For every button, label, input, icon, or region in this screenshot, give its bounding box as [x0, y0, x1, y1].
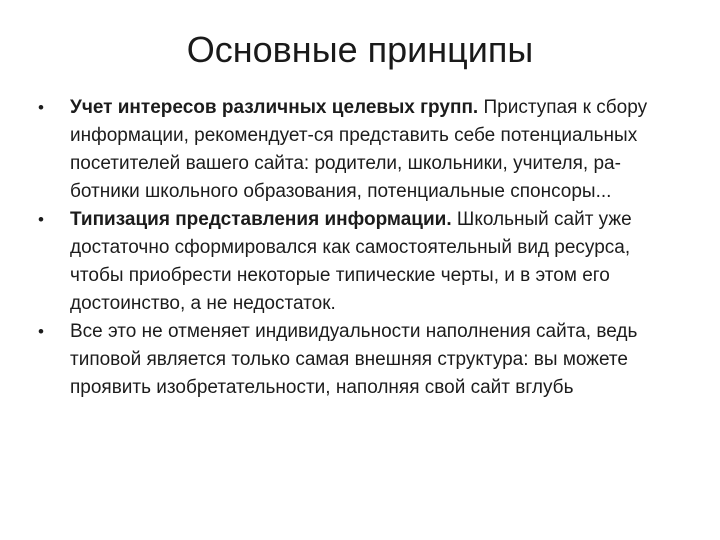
bullet-item-individuality	[36, 318, 676, 402]
bullet-text: Приступая к сбору информации, рекомендует-ся представить себе потенциальных посетителей вашего сайта: родители, школьники, учителя, ра-ботники школьного образования, потенциальные спонсоры...	[70, 97, 648, 202]
bullet-item-typing	[36, 206, 676, 318]
bullet-item-target-groups	[36, 94, 676, 206]
slide-title: Основные принципы	[186, 29, 534, 70]
bullet-list	[36, 94, 676, 402]
bullet-icon: •	[38, 322, 44, 341]
bullet-heading: Типизация представления информации.	[70, 209, 452, 230]
bullet-heading: Учет интересов различных целевых групп.	[70, 97, 479, 118]
bullet-text: Школьный сайт уже достаточно сформировался как самостоятельный вид ресурса, чтобы приобрести некоторые типические черты, и в этом его достоинство, а не недостаток.	[70, 209, 632, 314]
bullet-icon: •	[38, 98, 44, 117]
bullet-icon: •	[38, 210, 44, 229]
bullet-text: Все это не отменяет индивидуальности наполнения сайта, ведь типовой является только самая внешняя структура: вы можете проявить изобретательности, наполняя свой сайт вглубь	[70, 321, 638, 398]
